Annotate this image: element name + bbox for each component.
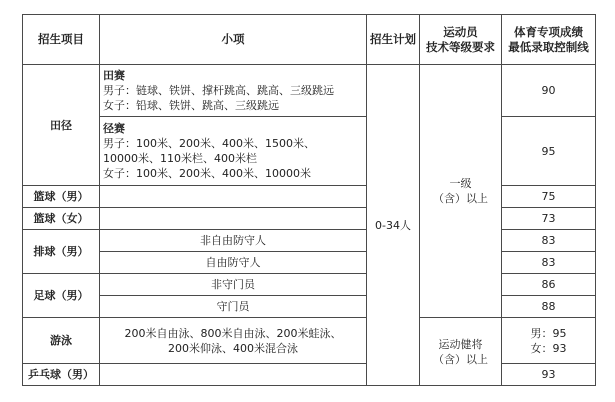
header-plan: 招生计划 (367, 15, 420, 65)
table-row (23, 318, 596, 364)
project-basketball-women: 篮球（女） (23, 208, 100, 230)
sub-volleyball-libero: 自由防守人 (100, 252, 367, 274)
table-row (23, 65, 596, 117)
table-row (23, 274, 596, 296)
level-main-line2: （含）以上 (433, 192, 488, 205)
table-row (23, 252, 596, 274)
score-football-goalkeeper: 88 (502, 296, 596, 318)
sub-table-tennis (100, 364, 367, 386)
level-main (420, 65, 502, 318)
project-football: 足球（男） (23, 274, 100, 318)
table-row (23, 186, 596, 208)
header-score (502, 15, 596, 65)
table-row (23, 117, 596, 186)
sub-football-non-goalkeeper: 非守门员 (100, 274, 367, 296)
level-swimming-line1: 运动健将 (438, 337, 483, 351)
level-swimming (420, 318, 502, 386)
sub-basketball-men (100, 186, 367, 208)
header-level-line2: 技术等级要求 (426, 39, 495, 54)
score-swimming-female: 女：93 (530, 341, 567, 355)
score-volleyball-non-libero: 83 (502, 230, 596, 252)
project-track-field: 田径 (23, 65, 100, 186)
field-events-female: 女子：铅球、铁饼、跳高、三级跳远 (103, 99, 279, 112)
score-basketball-women: 73 (502, 208, 596, 230)
table-row (23, 364, 596, 386)
plan-cell: 0-34人 (367, 65, 420, 386)
score-volleyball-libero: 83 (502, 252, 596, 274)
field-events-title: 田赛 (103, 69, 125, 82)
field-events-male: 男子：链球、铁饼、撑杆跳高、跳高、三级跳远 (103, 84, 334, 97)
table-row (23, 296, 596, 318)
score-field-events: 90 (502, 65, 596, 117)
track-events-male-2: 10000米、110米栏、400米栏 (103, 152, 257, 165)
track-events-female: 女子：100米、200米、400米、10000米 (103, 167, 311, 180)
score-basketball-men: 75 (502, 186, 596, 208)
track-events-cell (100, 117, 367, 186)
project-basketball-men: 篮球（男） (23, 186, 100, 208)
score-track-events: 95 (502, 117, 596, 186)
header-score-line1: 体育专项成绩 (514, 24, 583, 39)
sub-basketball-women (100, 208, 367, 230)
header-score-line2: 最低录取控制线 (508, 39, 589, 54)
project-volleyball: 排球（男） (23, 230, 100, 274)
header-project: 招生项目 (23, 15, 100, 65)
sub-volleyball-non-libero: 非自由防守人 (100, 230, 367, 252)
header-sub: 小项 (100, 15, 367, 65)
score-swimming-male: 男：95 (530, 326, 567, 340)
field-events-cell (100, 65, 367, 117)
project-table-tennis: 乒乓球（男） (23, 364, 100, 386)
sub-swimming (100, 318, 367, 364)
track-events-male-1: 男子：100米、200米、400米、1500米、 (103, 137, 315, 150)
table-row (23, 208, 596, 230)
admission-table (22, 14, 596, 386)
sub-swimming-line2: 200米仰泳、400米混合泳 (168, 341, 298, 355)
header-level-line1: 运动员 (443, 24, 478, 39)
header-level (420, 15, 502, 65)
score-swimming (502, 318, 596, 364)
level-swimming-line2: （含）以上 (433, 352, 488, 366)
sub-football-goalkeeper: 守门员 (100, 296, 367, 318)
project-swimming: 游泳 (23, 318, 100, 364)
level-main-line1: 一级 (449, 177, 472, 190)
header-row (23, 15, 596, 65)
table-row (23, 230, 596, 252)
score-football-non-goalkeeper: 86 (502, 274, 596, 296)
score-table-tennis: 93 (502, 364, 596, 386)
track-events-title: 径赛 (103, 122, 125, 135)
sub-swimming-line1: 200米自由泳、800米自由泳、200米蛙泳、 (124, 326, 342, 340)
